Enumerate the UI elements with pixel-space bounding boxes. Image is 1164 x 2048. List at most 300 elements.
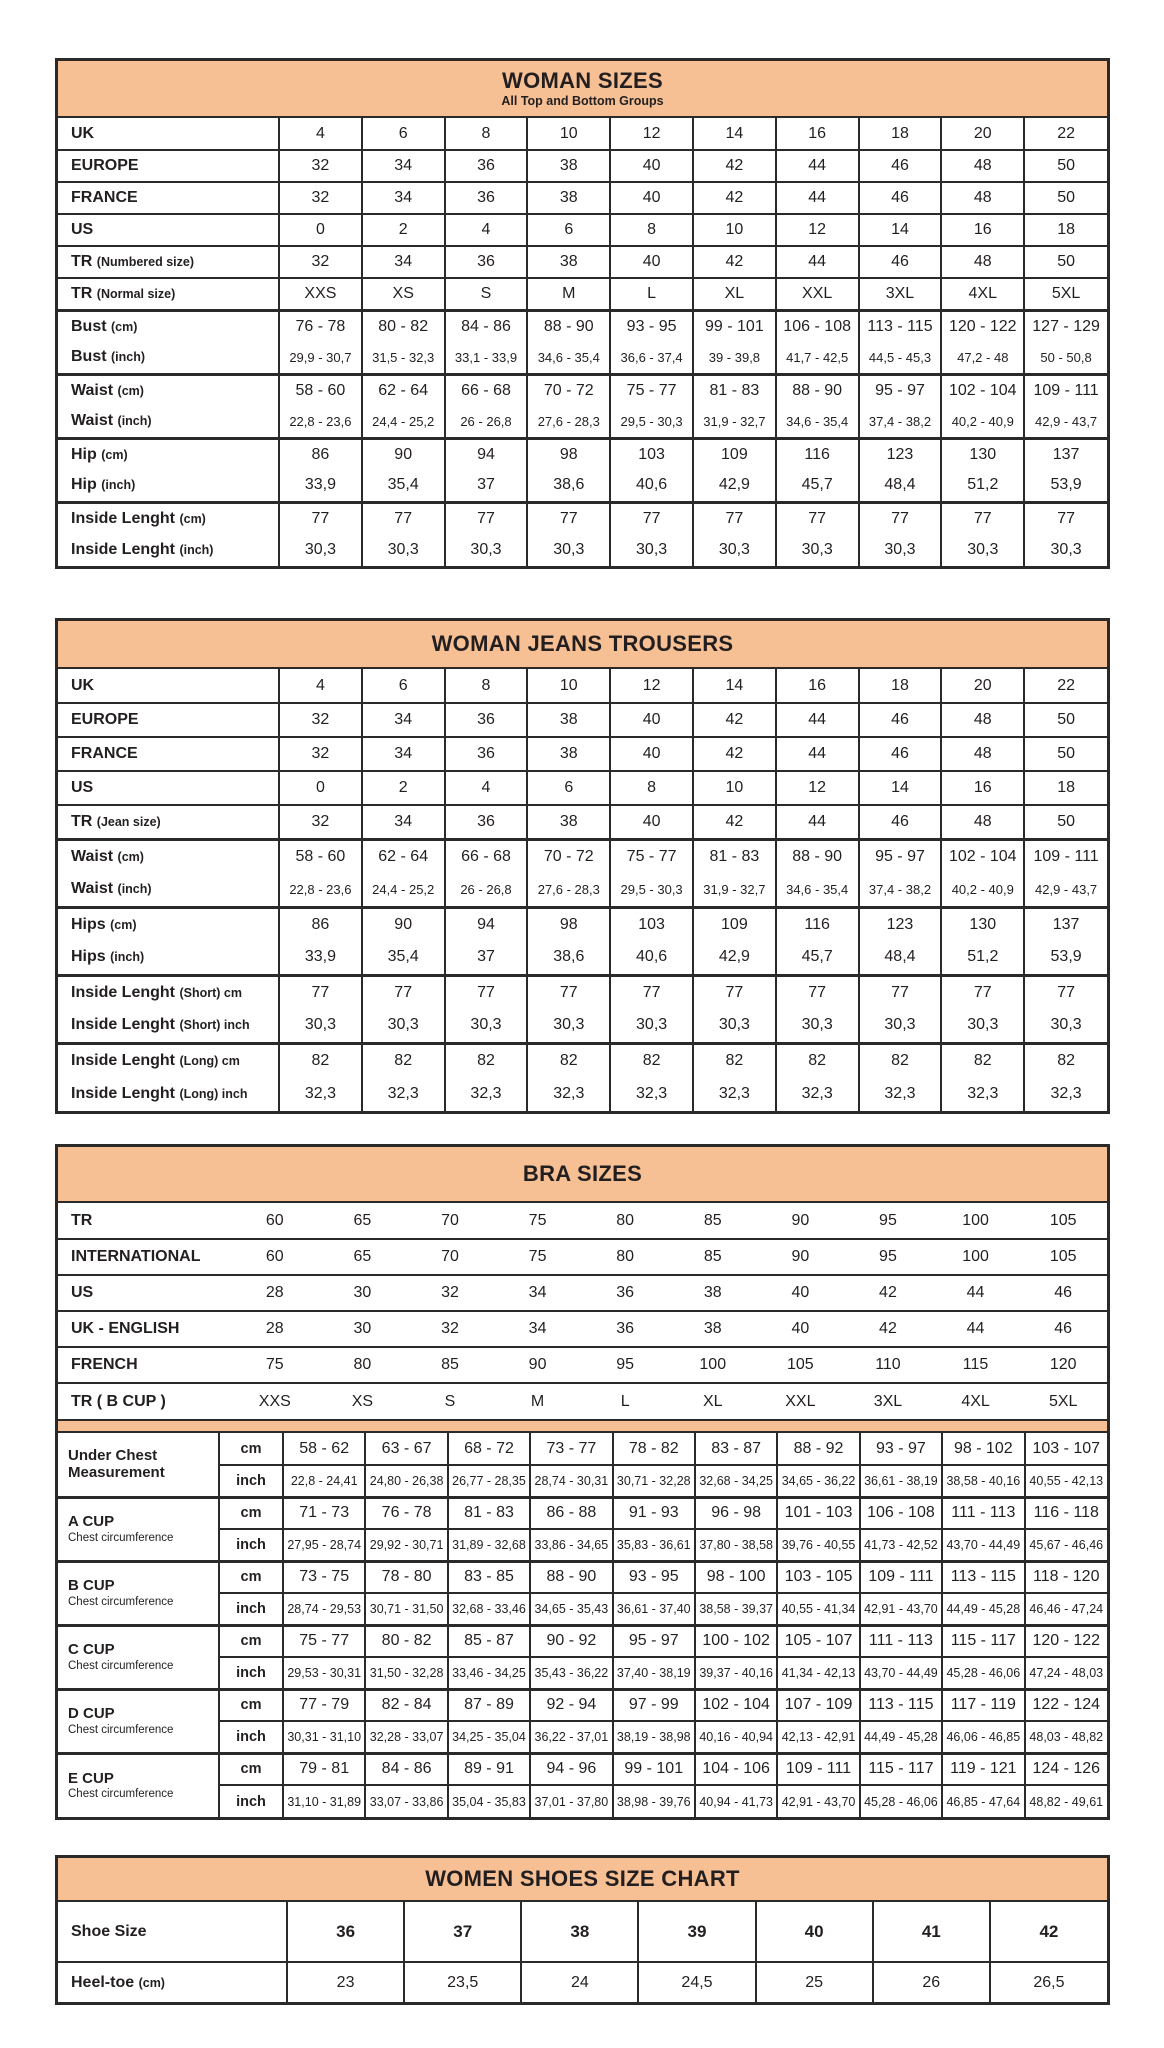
value-cell: 30,3 [362, 1009, 445, 1043]
row-label-text: TR [71, 812, 93, 830]
value-cell: 32,3 [1024, 1077, 1107, 1111]
value-cell: 29,5 - 30,3 [610, 873, 693, 907]
value-cell: 35,83 - 36,61 [613, 1529, 695, 1561]
value-cell: 32,3 [279, 1077, 362, 1111]
row-label-unit: (inch) [179, 543, 214, 557]
value-cell: 22 [1024, 118, 1107, 150]
value-cell: 102 - 104 [695, 1689, 777, 1721]
row-label-text: Shoe Size [71, 1922, 147, 1940]
value-cell: 40,6 [610, 941, 693, 975]
value-cell: 4 [279, 669, 362, 703]
value-cell: 92 - 94 [530, 1689, 612, 1721]
data-table [58, 1902, 1107, 2002]
value-cell: 137 [1024, 907, 1107, 941]
value-cell: 2 [362, 771, 445, 805]
row-label-text: Bust [71, 348, 107, 366]
value-cell: 84 - 86 [445, 310, 528, 342]
value-cell: 22,8 - 24,41 [283, 1465, 365, 1497]
value-cell: 99 - 101 [613, 1753, 695, 1785]
row-label-text: A CUP [68, 1513, 115, 1531]
value-cell: 34 [362, 182, 445, 214]
value-cell: 6 [527, 771, 610, 805]
value-cell: 82 [941, 1043, 1024, 1077]
row-label-text: Hips [71, 915, 106, 933]
jeans-header-band [58, 621, 1107, 669]
value-cell: 16 [776, 118, 859, 150]
value-cell: 88 - 90 [530, 1561, 612, 1593]
row-label [58, 703, 279, 737]
row-label-unit: (cm) [117, 849, 144, 864]
row-label-unit: (Numbered size) [96, 255, 195, 269]
jeans-trousers-table [55, 618, 1110, 1114]
value-cell: 50 [1024, 703, 1107, 737]
value-cell: 103 - 105 [777, 1561, 859, 1593]
unit-cell: cm [219, 1753, 283, 1785]
row-label-subtext: Chest circumference [68, 1788, 174, 1801]
value-cell: 38,58 - 39,37 [695, 1593, 777, 1625]
value-cell: 42 [693, 182, 776, 214]
value-cell: 77 [445, 975, 528, 1009]
table-row [58, 342, 1107, 374]
row-label-text: Waist [71, 847, 114, 865]
table-title: BRA SIZES [522, 1160, 643, 1186]
value-cell: M [527, 278, 610, 310]
value-cell: 18 [1024, 771, 1107, 805]
row-label [58, 1383, 231, 1419]
value-cell: 44,5 - 45,3 [859, 342, 942, 374]
row-label [58, 246, 279, 278]
value-cell: 38 [527, 246, 610, 278]
value-cell: 77 [859, 975, 942, 1009]
row-label-text: D CUP [68, 1705, 115, 1723]
value-cell: 42,91 - 43,70 [860, 1593, 942, 1625]
value-cell: 41,73 - 42,52 [860, 1529, 942, 1561]
value-cell: 38 [527, 182, 610, 214]
value-cell: 16 [941, 771, 1024, 805]
unit-cell: inch [219, 1721, 283, 1753]
value-cell: 27,6 - 28,3 [527, 406, 610, 438]
value-cell: 115 - 117 [942, 1625, 1024, 1657]
value-cell: 31,50 - 32,28 [365, 1657, 447, 1689]
value-cell: 36 [445, 246, 528, 278]
table-row [58, 1625, 1107, 1657]
value-cell: 32 [279, 805, 362, 839]
row-label-unit: (cm) [110, 917, 137, 932]
value-cell: 30,3 [776, 1009, 859, 1043]
value-cell: 33,46 - 34,25 [448, 1657, 530, 1689]
table-row [58, 975, 1107, 1009]
value-cell: 42 [693, 246, 776, 278]
row-label-text: Inside Lenght [71, 509, 175, 527]
value-cell: 120 - 122 [941, 310, 1024, 342]
value-cell: 77 [776, 975, 859, 1009]
value-cell: 14 [693, 118, 776, 150]
value-cell: 78 - 80 [365, 1561, 447, 1593]
row-label [58, 737, 279, 771]
value-cell: 83 - 85 [448, 1561, 530, 1593]
value-cell: 48,4 [859, 941, 942, 975]
row-label-text: Waist [71, 880, 114, 898]
value-cell: 82 [279, 1043, 362, 1077]
value-cell: 113 - 115 [859, 310, 942, 342]
value-cell: 30,3 [859, 1009, 942, 1043]
value-cell: 82 [776, 1043, 859, 1077]
data-table [58, 1203, 1107, 1419]
value-cell: 113 - 115 [860, 1689, 942, 1721]
row-label-text: Hip [71, 476, 97, 494]
value-cell: 85 - 87 [448, 1625, 530, 1657]
value-cell: 58 - 60 [279, 374, 362, 406]
value-cell: 16 [776, 669, 859, 703]
value-cell: 4 [445, 214, 528, 246]
value-cell: 32 [279, 182, 362, 214]
value-cell: 50 [1024, 150, 1107, 182]
row-label-text: UK - ENGLISH [71, 1320, 180, 1337]
row-label-text: US [71, 779, 94, 796]
row-label [58, 342, 279, 374]
value-cell: 89 - 91 [448, 1753, 530, 1785]
value-cell: 8 [610, 214, 693, 246]
table-row [58, 1275, 1107, 1311]
value-cell: 30 [319, 1311, 407, 1347]
value-cell: 30,3 [445, 1009, 528, 1043]
value-cell: 94 [445, 907, 528, 941]
table-row [58, 246, 1107, 278]
value-cell: 48 [941, 737, 1024, 771]
value-cell: 106 - 108 [776, 310, 859, 342]
value-cell: 48 [941, 805, 1024, 839]
value-cell: 109 - 111 [1024, 374, 1107, 406]
row-label [58, 1497, 219, 1561]
row-label-text: FRANCE [71, 189, 138, 206]
value-cell: 44,49 - 45,28 [860, 1721, 942, 1753]
value-cell: 44 [776, 246, 859, 278]
value-cell: 34 [494, 1275, 582, 1311]
value-cell: 34 [362, 703, 445, 737]
value-cell: 23 [287, 1962, 404, 2002]
row-label [58, 182, 279, 214]
value-cell: 14 [859, 771, 942, 805]
value-cell: 75 [231, 1347, 319, 1383]
value-cell: 37 [404, 1902, 521, 1962]
value-cell: 111 - 113 [942, 1497, 1024, 1529]
value-cell: 42,9 - 43,7 [1024, 873, 1107, 907]
row-label-text: FRENCH [71, 1356, 138, 1373]
value-cell: 77 [941, 502, 1024, 534]
value-cell: 70 - 72 [527, 374, 610, 406]
shoes-size-body [58, 1902, 1107, 2002]
value-cell: 40 [610, 805, 693, 839]
value-cell: 79 - 81 [283, 1753, 365, 1785]
value-cell: 62 - 64 [362, 839, 445, 873]
value-cell: 95 - 97 [859, 839, 942, 873]
value-cell: 50 [1024, 737, 1107, 771]
value-cell: 119 - 121 [942, 1753, 1024, 1785]
bra-sizes-table [55, 1144, 1110, 1820]
value-cell: 77 [610, 975, 693, 1009]
value-cell: 37,80 - 38,58 [695, 1529, 777, 1561]
value-cell: 39 - 39,8 [693, 342, 776, 374]
value-cell: XXS [279, 278, 362, 310]
value-cell: 46 [1019, 1275, 1107, 1311]
value-cell: 41 [873, 1902, 990, 1962]
row-label-unit: (Long) cm [179, 1053, 240, 1068]
woman-sizes-table [55, 58, 1110, 569]
value-cell: 130 [941, 438, 1024, 470]
value-cell: 10 [693, 214, 776, 246]
value-cell: 30,3 [1024, 1009, 1107, 1043]
row-label-text: E CUP [68, 1770, 114, 1788]
value-cell: 53,9 [1024, 941, 1107, 975]
row-label-text: TR [71, 1211, 93, 1229]
value-cell: 38,6 [527, 470, 610, 502]
separator-band [58, 1419, 1107, 1433]
value-cell: 31,9 - 32,7 [693, 873, 776, 907]
value-cell: 42 [844, 1275, 932, 1311]
value-cell: 100 [932, 1239, 1020, 1275]
table-row [58, 502, 1107, 534]
value-cell: 42 [844, 1311, 932, 1347]
value-cell: 30,3 [693, 534, 776, 566]
value-cell: XS [319, 1383, 407, 1419]
value-cell: 66 - 68 [445, 839, 528, 873]
value-cell: 46 [859, 150, 942, 182]
value-cell: 36 [445, 737, 528, 771]
row-label-unit: (inch) [117, 414, 152, 429]
value-cell: 58 - 62 [283, 1433, 365, 1465]
value-cell: 43,70 - 44,49 [942, 1529, 1024, 1561]
value-cell: 104 - 106 [695, 1753, 777, 1785]
value-cell: 32 [279, 703, 362, 737]
value-cell: 46 [859, 182, 942, 214]
value-cell: 38 [527, 150, 610, 182]
value-cell: 32,68 - 33,46 [448, 1593, 530, 1625]
value-cell: 86 [279, 907, 362, 941]
value-cell: 82 [527, 1043, 610, 1077]
value-cell: 36 [445, 703, 528, 737]
table-row [58, 310, 1107, 342]
row-label [58, 534, 279, 566]
value-cell: 78 - 82 [613, 1433, 695, 1465]
value-cell: 82 [693, 1043, 776, 1077]
value-cell: 29,5 - 30,3 [610, 406, 693, 438]
value-cell: S [445, 278, 528, 310]
table-row [58, 1497, 1107, 1529]
row-label-unit: (inch) [101, 478, 136, 493]
value-cell: 40 [610, 246, 693, 278]
value-cell: 93 - 95 [610, 310, 693, 342]
value-cell: 30,3 [279, 534, 362, 566]
value-cell: 32 [406, 1275, 494, 1311]
value-cell: 24,5 [638, 1962, 755, 2002]
value-cell: 82 [362, 1043, 445, 1077]
value-cell: 34,6 - 35,4 [776, 873, 859, 907]
table-row [58, 1383, 1107, 1419]
value-cell: 43,70 - 44,49 [860, 1657, 942, 1689]
value-cell: 88 - 90 [527, 310, 610, 342]
value-cell: 93 - 97 [860, 1433, 942, 1465]
value-cell: 80 - 82 [362, 310, 445, 342]
value-cell: 84 - 86 [365, 1753, 447, 1785]
value-cell: 103 [610, 907, 693, 941]
value-cell: 25 [756, 1962, 873, 2002]
row-label-text: Inside Lenght [71, 1016, 175, 1034]
value-cell: 30,31 - 31,10 [283, 1721, 365, 1753]
value-cell: 24,80 - 26,38 [365, 1465, 447, 1497]
value-cell: 34,25 - 35,04 [448, 1721, 530, 1753]
value-cell: 30,71 - 31,50 [365, 1593, 447, 1625]
value-cell: 40 [610, 737, 693, 771]
table-row [58, 1203, 1107, 1239]
value-cell: 68 - 72 [448, 1433, 530, 1465]
table-row [58, 1009, 1107, 1043]
value-cell: 77 [362, 502, 445, 534]
value-cell: 39 [638, 1902, 755, 1962]
value-cell: 98 - 100 [695, 1561, 777, 1593]
value-cell: 88 - 90 [776, 374, 859, 406]
unit-cell: cm [219, 1433, 283, 1465]
value-cell: 4 [279, 118, 362, 150]
row-label-unit: (Short) inch [179, 1018, 250, 1033]
row-label-unit: (inch) [111, 350, 146, 365]
unit-cell: cm [219, 1561, 283, 1593]
row-label-text: Waist [71, 412, 114, 430]
row-label-text: Hip [71, 445, 97, 463]
row-label [58, 118, 279, 150]
value-cell: 37 [445, 941, 528, 975]
value-cell: L [610, 278, 693, 310]
table-row [58, 1043, 1107, 1077]
table-row [58, 182, 1107, 214]
row-label-text: Waist [71, 381, 114, 399]
value-cell: 130 [941, 907, 1024, 941]
row-label [58, 839, 279, 873]
value-cell: XL [693, 278, 776, 310]
row-label-unit: (cm) [179, 511, 206, 526]
value-cell: 37,40 - 38,19 [613, 1657, 695, 1689]
value-cell: 4XL [932, 1383, 1020, 1419]
value-cell: 95 - 97 [859, 374, 942, 406]
value-cell: 46,06 - 46,85 [942, 1721, 1024, 1753]
value-cell: 30 [319, 1275, 407, 1311]
value-cell: 33,9 [279, 470, 362, 502]
value-cell: 40,6 [610, 470, 693, 502]
value-cell: 44 [776, 703, 859, 737]
value-cell: 32 [279, 246, 362, 278]
value-cell: 34,65 - 36,22 [777, 1465, 859, 1497]
value-cell: 105 - 107 [777, 1625, 859, 1657]
value-cell: 32,3 [527, 1077, 610, 1111]
value-cell: 90 [757, 1239, 845, 1275]
value-cell: 73 - 77 [530, 1433, 612, 1465]
row-label-unit: (inch) [110, 950, 145, 965]
value-cell: 60 [265, 1211, 284, 1229]
unit-cell: inch [219, 1465, 283, 1497]
value-cell: 95 [879, 1211, 897, 1229]
value-cell: 42 [693, 150, 776, 182]
value-cell: 46 [1019, 1311, 1107, 1347]
value-cell: 36 [445, 805, 528, 839]
value-cell: 39,37 - 40,16 [695, 1657, 777, 1689]
value-cell: 27,6 - 28,3 [527, 873, 610, 907]
value-cell: 60 [231, 1239, 319, 1275]
table-row [58, 278, 1107, 310]
value-cell: 32,3 [693, 1077, 776, 1111]
value-cell: 34,6 - 35,4 [776, 406, 859, 438]
value-cell: 42,9 [693, 470, 776, 502]
value-cell: 20 [941, 118, 1024, 150]
value-cell: 0 [279, 214, 362, 246]
value-cell: 102 - 104 [941, 839, 1024, 873]
value-cell: 34,6 - 35,4 [527, 342, 610, 374]
value-cell: 105 [1049, 1211, 1077, 1229]
row-label-text: Inside Lenght [71, 983, 175, 1001]
value-cell: 109 - 111 [777, 1753, 859, 1785]
value-cell: 20 [941, 669, 1024, 703]
value-cell: 35,4 [362, 470, 445, 502]
value-cell: 77 [693, 502, 776, 534]
value-cell: 122 - 124 [1025, 1689, 1107, 1721]
value-cell: 22,8 - 23,6 [279, 406, 362, 438]
value-cell: 123 [859, 438, 942, 470]
value-cell: 36,22 - 37,01 [530, 1721, 612, 1753]
value-cell: 24,4 - 25,2 [362, 406, 445, 438]
value-cell: 30,3 [1024, 534, 1107, 566]
value-cell: 123 [859, 907, 942, 941]
row-label [58, 1275, 231, 1311]
value-cell: 42,9 - 43,7 [1024, 406, 1107, 438]
value-cell: 5XL [1019, 1383, 1107, 1419]
value-cell: 30,3 [527, 534, 610, 566]
value-cell: 31,5 - 32,3 [362, 342, 445, 374]
row-label [58, 1077, 279, 1111]
value-cell: 105 [757, 1347, 845, 1383]
value-cell: 40,2 - 40,9 [941, 406, 1024, 438]
value-cell: 30,3 [941, 1009, 1024, 1043]
value-cell: 44,49 - 45,28 [942, 1593, 1024, 1625]
value-cell: 98 [527, 907, 610, 941]
value-cell: 40,55 - 42,13 [1025, 1465, 1107, 1497]
table-row [58, 438, 1107, 470]
value-cell: 77 [445, 502, 528, 534]
value-cell: 27,95 - 28,74 [283, 1529, 365, 1561]
value-cell: 38 [669, 1311, 757, 1347]
value-cell: 38 [527, 805, 610, 839]
row-label [58, 310, 279, 342]
value-cell: 29,9 - 30,7 [279, 342, 362, 374]
table-row [58, 771, 1107, 805]
value-cell: 22,8 - 23,6 [279, 873, 362, 907]
value-cell: 82 [1024, 1043, 1107, 1077]
row-label-text: Bust [71, 317, 107, 335]
value-cell: 12 [776, 214, 859, 246]
row-label-text: TR [71, 284, 93, 302]
shoes-size-table [55, 1855, 1110, 2005]
value-cell: 82 [859, 1043, 942, 1077]
row-label-unit: (cm) [138, 1975, 165, 1990]
row-label-text: Inside Lenght [71, 1051, 175, 1069]
value-cell: 32,3 [776, 1077, 859, 1111]
value-cell: 44 [776, 182, 859, 214]
value-cell: 109 [693, 907, 776, 941]
value-cell: 30,3 [362, 534, 445, 566]
row-label [58, 907, 279, 941]
value-cell: 40 [757, 1311, 845, 1347]
value-cell: 35,4 [362, 941, 445, 975]
value-cell: 30,3 [279, 1009, 362, 1043]
value-cell: 48,03 - 48,82 [1025, 1721, 1107, 1753]
value-cell: 77 [776, 502, 859, 534]
